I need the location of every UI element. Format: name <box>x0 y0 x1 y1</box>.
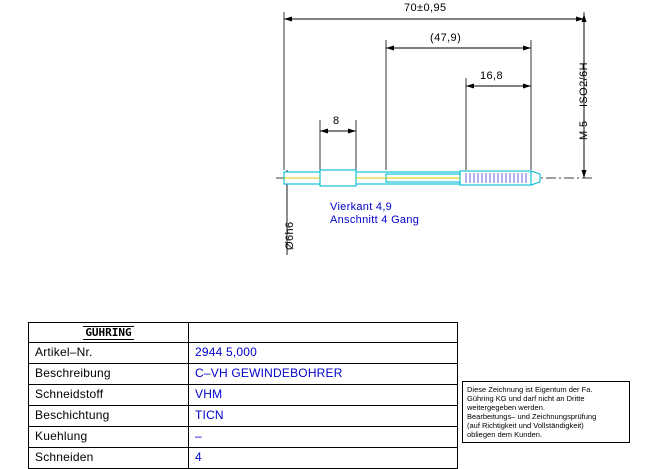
dimension-square-length: 8 <box>333 115 340 127</box>
row-value-beschreibung: C–VH GEWINDEBOHRER <box>195 366 343 380</box>
specification-table <box>28 322 458 469</box>
note-line: Gühring KG und darf nicht an Dritte <box>467 394 585 403</box>
dimension-reference-length: (47,9) <box>430 32 462 44</box>
row-label-artikel-nr: Artikel–Nr. <box>29 343 189 363</box>
note-line: obliegen dem Kunden. <box>467 430 543 439</box>
table-row <box>29 406 457 427</box>
note-line: Diese Zeichnung ist Eigentum der Fa. <box>467 385 593 394</box>
row-label-beschreibung: Beschreibung <box>29 364 189 384</box>
dimension-shank-diameter: Ø6h6 <box>284 221 296 250</box>
table-brand-row <box>29 323 457 343</box>
dimension-thread-spec: M 5 – ISO2/6H <box>578 62 590 140</box>
brand-blank-cell <box>189 323 457 342</box>
dimension-overall-length: 70±0,95 <box>404 2 447 14</box>
note-line: (auf Richtigkeit und Vollständigkeit) <box>467 421 584 430</box>
table-row <box>29 364 457 385</box>
table-row <box>29 427 457 448</box>
row-value-schneiden: 4 <box>195 450 202 464</box>
copyright-note <box>462 381 630 443</box>
row-label-schneidstoff: Schneidstoff <box>29 385 189 405</box>
note-line: weitergegeben werden. <box>467 403 545 412</box>
row-value-schneidstoff: VHM <box>195 387 223 401</box>
brand-cell <box>29 323 189 342</box>
annotation-vierkant: Vierkant 4,9 <box>330 201 393 213</box>
table-row <box>29 343 457 364</box>
guehring-logo: GÜHRING <box>85 325 132 339</box>
row-value-kuehlung: – <box>195 429 202 443</box>
table-row <box>29 385 457 406</box>
row-label-schneiden: Schneiden <box>29 448 189 468</box>
dimension-lines <box>284 19 584 255</box>
row-value-beschichtung: TICN <box>195 408 224 422</box>
dimension-thread-length: 16,8 <box>480 70 504 82</box>
row-value-artikel-nr: 2944 5,000 <box>195 345 258 359</box>
square-drive-outline <box>320 170 356 186</box>
row-label-kuehlung: Kuehlung <box>29 427 189 447</box>
row-label-beschichtung: Beschichtung <box>29 406 189 426</box>
chamfer-outline <box>531 171 540 185</box>
annotation-anschnitt: Anschnitt 4 Gang <box>330 214 420 226</box>
note-line: Bearbeitungs– und Zeichnungsprüfung <box>467 412 597 421</box>
thread-outline <box>460 171 531 185</box>
table-row <box>29 448 457 469</box>
